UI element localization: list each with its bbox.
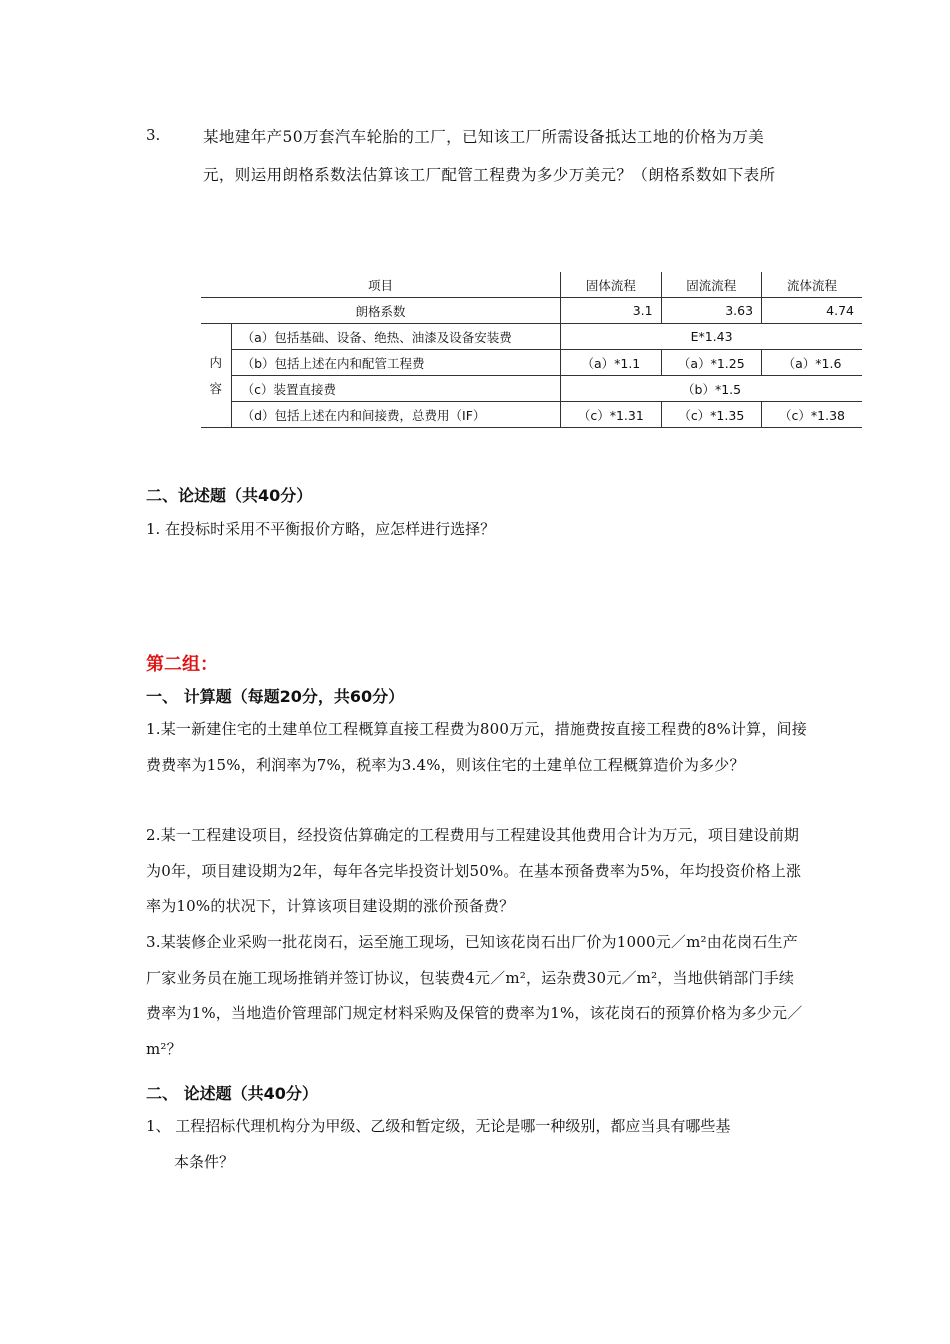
q3-text-line1: 某地建年产50万套汽车轮胎的工厂，已知该工厂所需设备抵达工地的价格为万美 bbox=[203, 128, 765, 146]
table-row bbox=[201, 298, 862, 324]
row-a-label: （a）包括基础、设备、绝热、油漆及设备安装费 bbox=[231, 324, 561, 350]
table-row bbox=[201, 402, 862, 428]
header-solid-fluid: 固流流程 bbox=[661, 272, 761, 298]
row-a-value: E*1.43 bbox=[561, 324, 862, 350]
row-c-label: （c）装置直接费 bbox=[231, 376, 561, 402]
table-row bbox=[201, 350, 862, 376]
calc-question-2: 2.某一工程建设项目，经投资估算确定的工程费用与工程建设其他费用合计为万元，项目建设前期为0年，项目建设期为2年，每年各完毕投资计划50%。在基本预备费率为5%，年均投资价格上涨率为10%的状况下，计算该项目建设期的涨价预备费？ bbox=[146, 826, 802, 915]
table-row bbox=[201, 324, 862, 350]
coef-solid: 3.1 bbox=[561, 298, 661, 324]
row-d-solid-fluid: （c）*1.35 bbox=[661, 402, 761, 428]
calc-question-1: 1.某一新建住宅的土建单位工程概算直接工程费为800万元，措施费按直接工程费的8%计算，间接费费率为15%，利润率为7%，税率为3.4%，则该住宅的土建单位工程概算造价为多少？ bbox=[146, 720, 807, 774]
row-d-label: （d）包括上述在内和间接费，总费用（IF） bbox=[231, 402, 561, 428]
section-heading-essay: 二、论述题（共40分） bbox=[146, 486, 313, 505]
coef-label: 朗格系数 bbox=[201, 298, 561, 324]
header-item: 项目 bbox=[201, 272, 561, 298]
coef-fluid: 4.74 bbox=[762, 298, 862, 324]
calc-question-3: 3.某装修企业采购一批花岗石，运至施工现场，已知该花岗石出厂价为1000元／m²由花岗石生产厂家业务员在施工现场推销并签订协议，包装费4元／m²，运杂费30元／m²，当地供销部门手续费率为1%，当地造价管理部门规定材料采购及保管的费率为1%，该花岗石的预算价格为多少元／m²？ bbox=[146, 933, 803, 1058]
lang-coefficient-table bbox=[201, 272, 862, 428]
table-row bbox=[201, 376, 862, 402]
row-b-fluid: （a）*1.6 bbox=[762, 350, 862, 376]
q3-number: 3. bbox=[146, 126, 161, 144]
section-heading-essay-2: 二、 论述题（共40分） bbox=[146, 1084, 318, 1103]
row-b-label: （b）包括上述在内和配管工程费 bbox=[231, 350, 561, 376]
coef-solid-fluid: 3.63 bbox=[661, 298, 761, 324]
essay-question-1: 1. 在投标时采用不平衡报价方略，应怎样进行选择？ bbox=[146, 520, 496, 538]
q3-text-line2: 元，则运用朗格系数法估算该工厂配管工程费为多少万美元？（朗格系数如下表所 bbox=[203, 166, 776, 184]
table-header-row bbox=[201, 272, 862, 298]
row-b-solid-fluid: （a）*1.25 bbox=[661, 350, 761, 376]
group2-title: 第二组： bbox=[146, 654, 218, 675]
header-solid: 固体流程 bbox=[561, 272, 661, 298]
section-heading-calculation: 一、 计算题（每题20分，共60分） bbox=[146, 687, 405, 706]
row-b-solid: （a）*1.1 bbox=[561, 350, 661, 376]
row-d-fluid: （c）*1.38 bbox=[762, 402, 862, 428]
header-fluid: 流体流程 bbox=[762, 272, 862, 298]
row-d-solid: （c）*1.31 bbox=[561, 402, 661, 428]
row-c-value: （b）*1.5 bbox=[561, 376, 862, 402]
content-label: 内 容 bbox=[201, 324, 231, 428]
essay-question-2-line2: 本条件？ bbox=[174, 1153, 235, 1171]
essay-question-2-line1: 1、 工程招标代理机构分为甲级、乙级和暂定级，无论是哪一种级别，都应当具有哪些基 bbox=[146, 1117, 731, 1135]
